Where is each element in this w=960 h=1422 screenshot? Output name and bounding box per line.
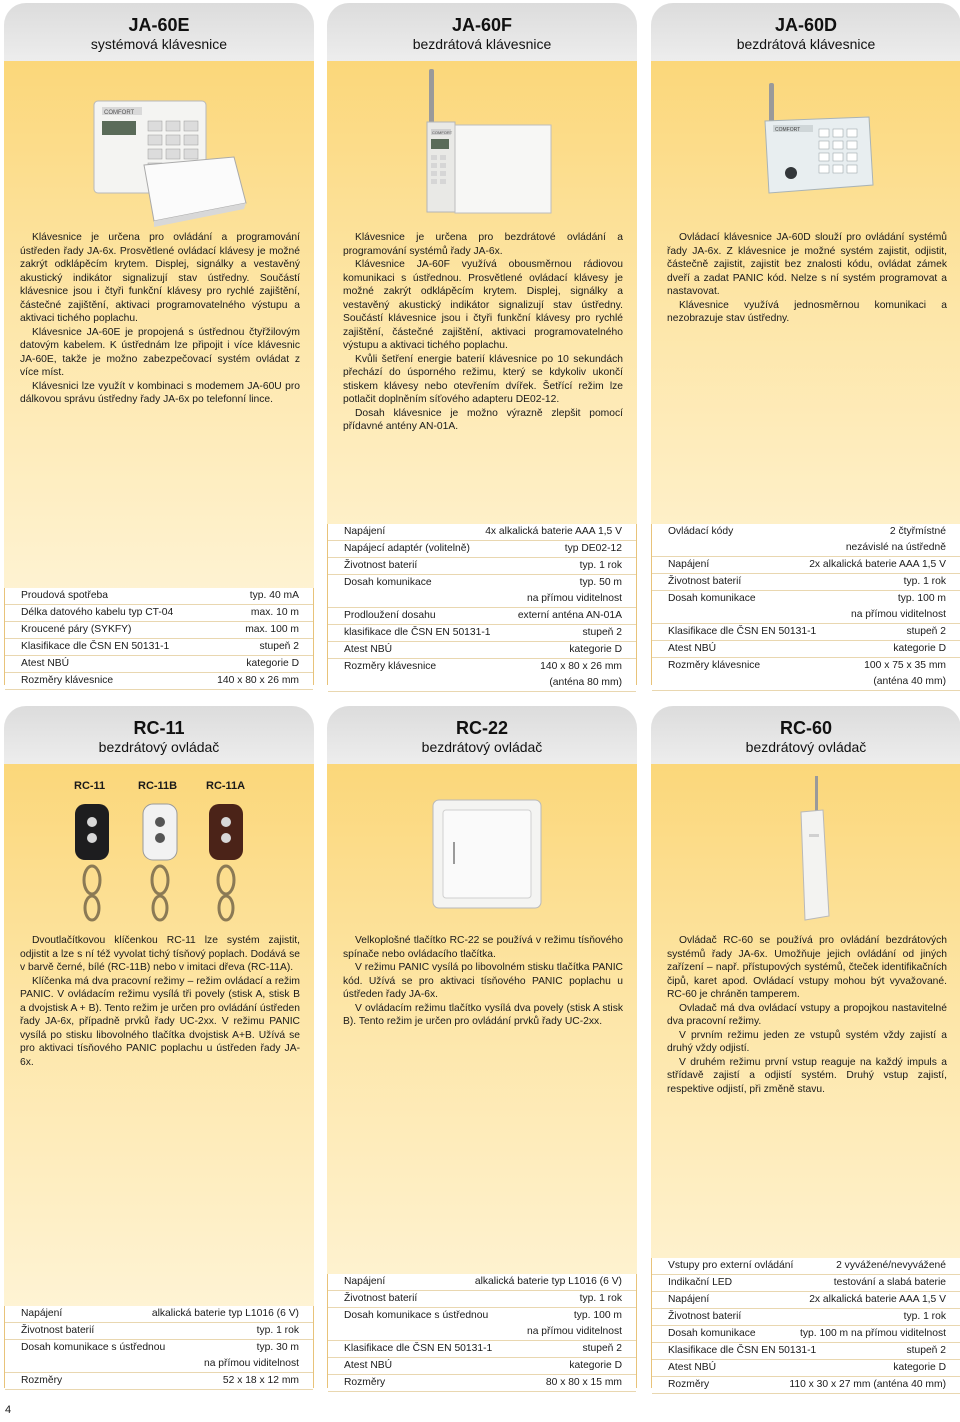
spec-row <box>652 624 960 641</box>
spec-label: Proudová spotřeba <box>21 590 109 601</box>
spec-label: Životnost baterií <box>344 1293 418 1304</box>
spec-label: Indikační LED <box>668 1277 733 1288</box>
spec-table <box>651 1258 960 1388</box>
spec-row <box>652 1258 960 1275</box>
spec-row <box>5 1323 313 1340</box>
product-subtitle: bezdrátový ovládač <box>421 739 543 755</box>
spec-row <box>328 524 636 541</box>
product-description <box>667 934 947 1096</box>
product-description <box>343 231 623 434</box>
spec-label: klasifikace dle ČSN EN 50131-1 <box>344 627 491 638</box>
page-number: 4 <box>5 1404 12 1416</box>
spec-value: 2x alkalická baterie AAA 1,5 V <box>809 1294 946 1305</box>
spec-row <box>652 1326 960 1343</box>
spec-row <box>328 1375 636 1392</box>
device-brand-label: COMFORT <box>775 127 801 133</box>
spec-table <box>651 524 960 685</box>
spec-row <box>328 659 636 692</box>
spec-value: 110 x 30 x 27 mm (anténa 40 mm) <box>789 1379 946 1390</box>
spec-label: Životnost baterií <box>21 1325 95 1336</box>
spec-value: 100 x 75 x 35 mm (anténa 40 mm) <box>864 660 946 687</box>
spec-row <box>652 1377 960 1394</box>
spec-label: Atest NBÚ <box>668 643 717 654</box>
spec-value: typ. 1 rok <box>903 576 946 587</box>
keyfob-rc11-photo <box>59 800 259 930</box>
spec-value: typ DE02-12 <box>564 543 622 554</box>
spec-value: alkalická baterie typ L1016 (6 V) <box>474 1276 622 1287</box>
spec-label: Délka datového kabelu typ CT-04 <box>21 607 174 618</box>
spec-row <box>328 1274 636 1291</box>
spec-label: Dosah komunikace <box>668 1328 756 1339</box>
description-paragraph: V ovládacím režimu tlačítko vysílá dva povely (stisk A stisk B). Tento režim je určen pro ovládání prvků řady UC-2xx. <box>343 1002 623 1027</box>
spec-row <box>5 588 313 605</box>
spec-label: Klasifikace dle ČSN EN 50131-1 <box>344 1343 493 1354</box>
description-paragraph: V prvním režimu jeden ze vstupů systém vždy zajistí a druhý vždy odjistí. <box>667 1029 947 1054</box>
spec-value: kategorie D <box>246 658 299 669</box>
spec-value: externí anténa AN-01A <box>517 610 622 621</box>
product-card-ja60d <box>651 3 960 685</box>
spec-label: Atest NBÚ <box>344 1360 393 1371</box>
spec-value: stupeň 2 <box>906 626 946 637</box>
spec-row <box>5 605 313 622</box>
spec-value: max. 100 m <box>245 624 299 635</box>
spec-row <box>5 1306 313 1323</box>
spec-label: Rozměry <box>668 1379 710 1390</box>
card-panel <box>4 764 314 1388</box>
description-paragraph: Kvůli šetření energie baterií klávesnice po 10 sekundách přechází do úsporného režimu, který se kdykoliv ukončí stiskem klávesy nebo otevřením dvířek. Šetřící režim lze potlačit doplněním síťového adapteru DE02-12. <box>343 353 623 405</box>
spec-row <box>652 1292 960 1309</box>
spec-label: Životnost baterií <box>668 1311 742 1322</box>
spec-label: Rozměry <box>21 1375 63 1386</box>
spec-label: Životnost baterií <box>344 560 418 571</box>
spec-row <box>328 541 636 558</box>
product-name: RC-11 <box>133 718 185 738</box>
spec-value: typ. 100 m na přímou viditelnost <box>850 593 946 620</box>
card-title-tab <box>651 706 960 764</box>
spec-row <box>328 608 636 625</box>
spec-row <box>328 558 636 575</box>
product-description <box>343 934 623 1029</box>
spec-label: Rozměry <box>344 1377 386 1388</box>
spec-value: kategorie D <box>893 1362 946 1373</box>
spec-row <box>652 658 960 691</box>
spec-value: stupeň 2 <box>906 1345 946 1356</box>
spec-label: Napájení <box>21 1308 63 1319</box>
description-paragraph: Dvoutlačítkovou klíčenkou RC-11 lze systém zajistit, odjistit a lze s ní též vyvolat tichý tísňový poplach. Dodává se v barvě černé, bílé (RC-11B) nebo v imitaci dřeva (RC-11A). <box>20 935 300 973</box>
spec-value: alkalická baterie typ L1016 (6 V) <box>151 1308 299 1319</box>
spec-label: Dosah komunikace s ústřednou <box>21 1342 166 1353</box>
spec-value: typ. 50 m na přímou viditelnost <box>526 577 622 604</box>
product-subtitle: bezdrátový ovládač <box>745 739 867 755</box>
spec-value: typ. 1 rok <box>903 1311 946 1322</box>
spec-label: Rozměry klávesnice <box>668 660 761 671</box>
spec-value: typ. 100 m na přímou viditelnost <box>800 1328 946 1339</box>
spec-value: kategorie D <box>893 643 946 654</box>
spec-row <box>328 1308 636 1341</box>
spec-label: Atest NBÚ <box>21 658 70 669</box>
spec-row <box>652 1275 960 1292</box>
photo-label-rc11b: RC-11B <box>138 780 178 792</box>
spec-row <box>652 524 960 557</box>
product-card-ja60f <box>327 3 637 688</box>
spec-table <box>327 524 637 688</box>
spec-table <box>327 1274 637 1388</box>
photo-label-rc11a: RC-11A <box>206 780 246 792</box>
spec-label: Klasifikace dle ČSN EN 50131-1 <box>668 626 817 637</box>
description-paragraph: V druhém režimu první vstup reaguje na každý impuls a střídavě zajistí a odjistí systém. Druhý vstup zajistí, respektive odjistí, při změně stavu. <box>667 1056 947 1095</box>
device-brand-label: COMFORT <box>432 130 453 135</box>
spec-label: Klasifikace dle ČSN EN 50131-1 <box>668 1345 817 1356</box>
spec-value: 140 x 80 x 26 mm <box>217 675 299 686</box>
description-paragraph: Klávesnici lze využít v kombinaci s modemem JA-60U pro dálkovou správu ústředny řady JA-6x po telefonní lince. <box>20 380 300 405</box>
spec-value: 2 čtyřmístné nezávislé na ústředně <box>845 526 946 553</box>
spec-value: typ. 1 rok <box>579 560 622 571</box>
spec-label: Životnost baterií <box>668 576 742 587</box>
transmitter-rc60-photo <box>771 774 851 924</box>
product-subtitle: systémová klávesnice <box>90 36 228 52</box>
spec-row <box>328 1358 636 1375</box>
product-description <box>667 231 947 326</box>
product-subtitle: bezdrátová klávesnice <box>736 36 876 52</box>
spec-label: Napájecí adaptér (volitelně) <box>344 543 470 554</box>
spec-row <box>328 625 636 642</box>
product-name: RC-22 <box>455 718 508 738</box>
keypad-ja60e-photo <box>84 91 254 236</box>
spec-table <box>4 588 314 685</box>
spec-value: typ. 1 rok <box>256 1325 299 1336</box>
spec-label: Napájení <box>668 559 710 570</box>
spec-label: Prodloužení dosahu <box>344 610 436 621</box>
spec-label: Napájení <box>344 1276 386 1287</box>
product-card-rc60 <box>651 706 960 1388</box>
description-paragraph: V režimu PANIC vysílá po libovolném stisku tlačítka PANIC kód. Užívá se pro aktivaci tísňového PANIC poplachu u ústředen řady JA-6x. <box>343 962 623 1000</box>
spec-row <box>5 1340 313 1373</box>
spec-value: 2 vyvážené/nevyvážené <box>836 1260 946 1271</box>
photo-label-rc11: RC-11 <box>74 780 106 792</box>
product-card-rc11 <box>4 706 314 1388</box>
spec-value: kategorie D <box>569 644 622 655</box>
spec-row <box>5 622 313 639</box>
product-description <box>20 231 300 407</box>
description-paragraph: Klávesnice JA-60E je propojená s ústřednou čtyřžilovým datovým kabelem. K ústřednám lze připojit i více klávesnic JA-60E, takže je možno zabezpečovací systém ovládat z více míst. <box>20 326 300 378</box>
card-title-tab <box>651 3 960 61</box>
spec-label: Atest NBÚ <box>344 644 393 655</box>
spec-value: stupeň 2 <box>582 627 622 638</box>
spec-label: Rozměry klávesnice <box>344 661 437 672</box>
spec-row <box>328 1341 636 1358</box>
spec-row <box>5 656 313 673</box>
description-paragraph: Ovladač má dva ovládací vstupy a propojkou nastavitelné dva pracovní režimy. <box>667 1002 947 1027</box>
spec-label: Kroucené páry (SYKFY) <box>21 624 132 635</box>
spec-value: 80 x 80 x 15 mm <box>545 1377 622 1388</box>
product-card-rc22 <box>327 706 637 1388</box>
spec-label: Vstupy pro externí ovládání <box>668 1260 794 1271</box>
product-card-ja60e <box>4 3 314 685</box>
spec-row <box>652 1343 960 1360</box>
spec-value: 52 x 18 x 12 mm <box>222 1375 299 1386</box>
spec-value: 4x alkalická baterie AAA 1,5 V <box>485 526 622 537</box>
spec-label: Ovládací kódy <box>668 526 734 537</box>
description-paragraph: Klávesnice je určena pro ovládání a programování ústředen řady JA-6x. Prosvětlené ovládací klávesy je možné zakrýt odklápěcím krytem. Displej, signálky a vestavěný akustický indikátor signalizují stav ústředny. Součástí klávesnice jsou i čtyři funkční klávesy pro rychlé zajištění, částečné zajištění, aktivaci programovatelného výstupu a aktivaci tichého poplachu. <box>20 232 300 324</box>
description-paragraph: Velkoplošné tlačítko RC-22 se používá v režimu tísňového spínače nebo ovládacího tlačítka. <box>343 935 623 960</box>
spec-row <box>652 557 960 574</box>
product-description <box>20 934 300 1069</box>
spec-label: Napájení <box>344 526 386 537</box>
product-subtitle: bezdrátová klávesnice <box>412 36 552 52</box>
spec-label: Rozměry klávesnice <box>21 675 114 686</box>
spec-label: Dosah komunikace <box>668 593 756 604</box>
spec-value: stupeň 2 <box>582 1343 622 1354</box>
card-title-tab <box>4 706 314 764</box>
description-paragraph: Klávesnice využívá jednosměrnou komunikaci a nezobrazuje stav ústředny. <box>667 299 947 324</box>
spec-row <box>652 641 960 658</box>
keypad-ja60d-photo <box>751 81 881 201</box>
spec-table <box>4 1306 314 1388</box>
description-paragraph: Ovládací klávesnice JA-60D slouží pro ovládání systémů řady JA-6x. Z klávesnice je možné systém zajistit, odjistit, částečně zajistit, zajistit bez znalosti kódu, ovládat zámek dveří a zadat PANIC kód. Nelze s ní systém programovat a nastavovat. <box>667 232 947 297</box>
spec-row <box>652 591 960 624</box>
spec-row <box>328 642 636 659</box>
description-paragraph: Ovládač RC-60 se používá pro ovládání bezdrátových systémů řady JA-6x. Umožňuje jejich ovládání od jiných zařízení – např. přístupových systémů, čteček identifikačních čipů, karet apod. Ovládací vstupy mohou být vyvažované. RC-60 je chráněn tamperem. <box>667 935 947 1000</box>
spec-label: Dosah komunikace <box>344 577 432 588</box>
spec-value: typ. 100 m na přímou viditelnost <box>526 1310 622 1337</box>
spec-value: 140 x 80 x 26 mm (anténa 80 mm) <box>540 661 622 688</box>
keypad-ja60f-photo <box>419 67 559 227</box>
spec-row <box>652 1309 960 1326</box>
spec-row <box>328 575 636 608</box>
device-brand-label: COMFORT <box>104 110 135 116</box>
spec-label: Klasifikace dle ČSN EN 50131-1 <box>21 641 170 652</box>
product-name: JA-60D <box>774 15 838 35</box>
spec-value: max. 10 m <box>250 607 299 618</box>
spec-value: testování a slabá baterie <box>833 1277 946 1288</box>
card-title-tab <box>4 3 314 61</box>
spec-value: typ. 30 m na přímou viditelnost <box>203 1342 299 1369</box>
description-paragraph: Klávesnice je určena pro bezdrátové ovládání a programování systémů řady JA-6x. <box>343 232 623 257</box>
product-subtitle: bezdrátový ovládač <box>98 739 220 755</box>
product-name: JA-60F <box>451 15 513 35</box>
description-paragraph: Klíčenka má dva pracovní režimy – režim ovládací a režim PANIC. V ovládacím režimu vysílá tři povely (stisk A, stisk B a dvojstisk A + B). Tento režim je určen pro ovládání ústředen řady JA-6x, případně prvků řady UC-2xx. V režimu PANIC vysílá po stisku libovolného tlačítka dvojstisk A+B. Užívá se pro aktivaci tísňového PANIC poplachu u ústředen řady JA-6x. <box>20 975 300 1068</box>
panic-button-rc22-photo <box>427 794 547 914</box>
product-name: JA-60E <box>128 15 190 35</box>
spec-row <box>5 673 313 690</box>
spec-label: Dosah komunikace s ústřednou <box>344 1310 489 1321</box>
description-paragraph: Klávesnice JA-60F využívá obousměrnou rádiovou komunikaci s ústřednou. Prosvětlené ovládací klávesy je možné zakrýt odklápěcím krytem. Displej, signálky a vestavěný akustický indikátor signalizují stav ústředny. Součástí klávesnice jsou i čtyři funkční klávesy pro rychlé zajištění, částečné zajištění, aktivaci programovatelného výstupu a aktivaci tichého poplachu. <box>343 259 623 351</box>
card-title-tab <box>327 706 637 764</box>
spec-row <box>5 1373 313 1390</box>
spec-value: stupeň 2 <box>259 641 299 652</box>
spec-row <box>652 574 960 591</box>
spec-label: Atest NBÚ <box>668 1362 717 1373</box>
spec-row <box>328 1291 636 1308</box>
card-title-tab <box>327 3 637 61</box>
spec-label: Napájení <box>668 1294 710 1305</box>
spec-row <box>652 1360 960 1377</box>
spec-value: typ. 1 rok <box>579 1293 622 1304</box>
product-name: RC-60 <box>779 718 832 738</box>
spec-value: kategorie D <box>569 1360 622 1371</box>
spec-row <box>5 639 313 656</box>
description-paragraph: Dosah klávesnice je možno výrazně zlepšit pomocí přídavné antény AN-01A. <box>343 407 623 432</box>
spec-value: 2x alkalická baterie AAA 1,5 V <box>809 559 946 570</box>
spec-value: typ. 40 mA <box>249 590 299 601</box>
